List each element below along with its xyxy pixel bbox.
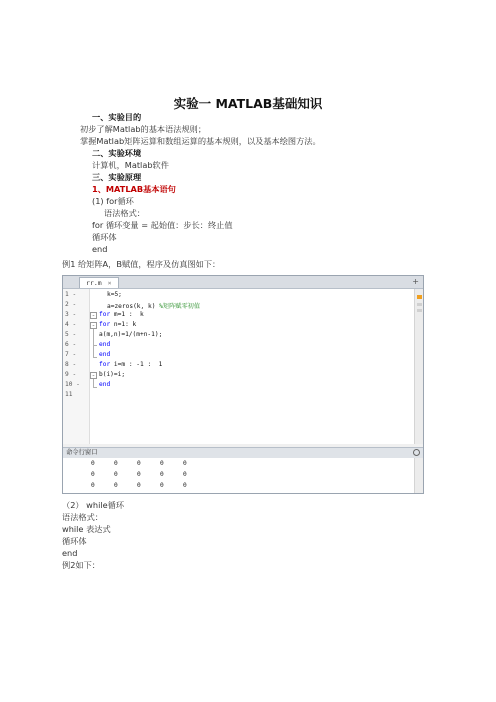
while-loop-end: end (62, 548, 78, 558)
line-number: 8 - (65, 361, 77, 368)
line-number-gutter (63, 289, 90, 444)
purpose-line-1: 初步了解Matlab的基本语法规则； (80, 124, 207, 134)
marker-icon[interactable] (417, 303, 422, 306)
subsection-heading-basic-statements: 1、MATLAB基本语句 (92, 184, 176, 194)
editor-tab-rr[interactable] (79, 277, 119, 288)
environment-line: 计算机，Matlab软件 (92, 160, 169, 170)
while-syntax: while 表达式 (62, 524, 111, 534)
command-window[interactable] (63, 458, 417, 494)
output-cell: 0 (114, 460, 118, 467)
output-cell: 0 (114, 482, 118, 489)
code-line-8 (99, 361, 162, 368)
output-cell: 0 (91, 471, 95, 478)
example-1-caption: 例1 给矩阵A，B赋值，程序及仿真图如下： (62, 259, 221, 269)
line-number: 6 - (65, 341, 77, 348)
code-line-6: end (99, 341, 111, 348)
line-number: 2 - (65, 301, 77, 308)
for-syntax: for 循环变量 = 起始值：步长：终止值 (92, 220, 233, 230)
output-cell: 0 (183, 460, 187, 467)
line-number: 5 - (65, 331, 77, 338)
output-cell: 0 (160, 471, 164, 478)
code-line-4 (99, 321, 136, 328)
output-cell: 0 (183, 471, 187, 478)
code-line-9: b(i)=i; (99, 371, 126, 378)
output-row (91, 471, 206, 478)
output-cell: 0 (183, 482, 187, 489)
section-heading-environment: 二、实验环境 (92, 148, 142, 158)
fold-guide-end (93, 387, 97, 388)
line-number: 4 - (65, 321, 77, 328)
close-icon[interactable]: × (107, 279, 112, 287)
fold-toggle-icon[interactable]: - (90, 322, 97, 329)
code-line-2 (107, 301, 200, 310)
output-cell: 0 (114, 471, 118, 478)
editor-tab-bar (63, 276, 423, 289)
code-line-7: end (99, 351, 111, 358)
line-number: 7 - (65, 351, 77, 358)
fold-guide-end (93, 357, 97, 358)
code-token: i=m : -1 : 1 (110, 361, 163, 368)
line-number: 10 - (65, 381, 80, 388)
for-syntax-label: 语法格式： (104, 208, 145, 218)
editor-scrollbar[interactable] (414, 289, 423, 444)
code-keyword: for (99, 311, 111, 318)
warning-marker-icon[interactable] (417, 295, 422, 299)
command-window-scrollbar[interactable] (414, 458, 423, 494)
output-row (91, 460, 206, 467)
code-editor[interactable] (63, 289, 417, 444)
line-number: 11 (65, 391, 73, 398)
fold-guide-end (93, 345, 97, 346)
example-2-caption: 例2如下： (62, 560, 100, 570)
fold-guide (93, 329, 94, 358)
while-loop-label: （2） while循环 (62, 500, 125, 510)
while-syntax-label: 语法格式： (62, 512, 103, 522)
code-keyword: for (99, 321, 111, 328)
line-number: 9 - (65, 371, 77, 378)
matlab-editor-screenshot (62, 275, 424, 494)
add-tab-icon[interactable]: + (412, 277, 419, 286)
output-cell: 0 (91, 482, 95, 489)
line-number: 3 - (65, 311, 77, 318)
code-line-10: end (99, 381, 111, 388)
editor-tab-label: rr.m (86, 279, 102, 287)
fold-toggle-icon[interactable]: - (90, 372, 97, 379)
fold-toggle-icon[interactable]: - (90, 312, 97, 319)
code-comment: %矩阵赋零初值 (159, 303, 201, 310)
section-heading-principle: 三、实验原理 (92, 172, 142, 182)
purpose-line-2: 掌握Matlab矩阵运算和数组运算的基本规则，以及基本绘图方法。 (80, 136, 321, 146)
code-token: m=1 : k (110, 311, 144, 318)
code-token: a=zeros(k, k) (107, 303, 160, 310)
code-keyword: for (99, 361, 111, 368)
line-number: 1 - (65, 291, 77, 298)
code-line-1: k=5; (107, 291, 122, 298)
section-heading-purpose: 一、实验目的 (92, 112, 142, 122)
output-cell: 0 (91, 460, 95, 467)
output-cell: 0 (137, 471, 141, 478)
for-loop-body: 循环体 (92, 232, 117, 242)
code-line-5: a(m,n)=1/(m+n-1); (99, 331, 163, 338)
while-loop-body: 循环体 (62, 536, 87, 546)
output-cell: 0 (160, 482, 164, 489)
for-loop-label: (1) for循环 (92, 196, 134, 206)
output-cell: 0 (137, 460, 141, 467)
output-cell: 0 (137, 482, 141, 489)
command-window-title: 命令行窗口 (66, 449, 98, 456)
for-loop-end: end (92, 244, 108, 254)
code-token: n=1: k (110, 321, 137, 328)
output-row (91, 482, 206, 489)
output-cell: 0 (160, 460, 164, 467)
page-title: 实验一 MATLAB基础知识 (173, 96, 323, 111)
options-icon[interactable] (413, 449, 420, 456)
marker-icon[interactable] (417, 309, 422, 312)
code-line-3 (99, 311, 144, 318)
